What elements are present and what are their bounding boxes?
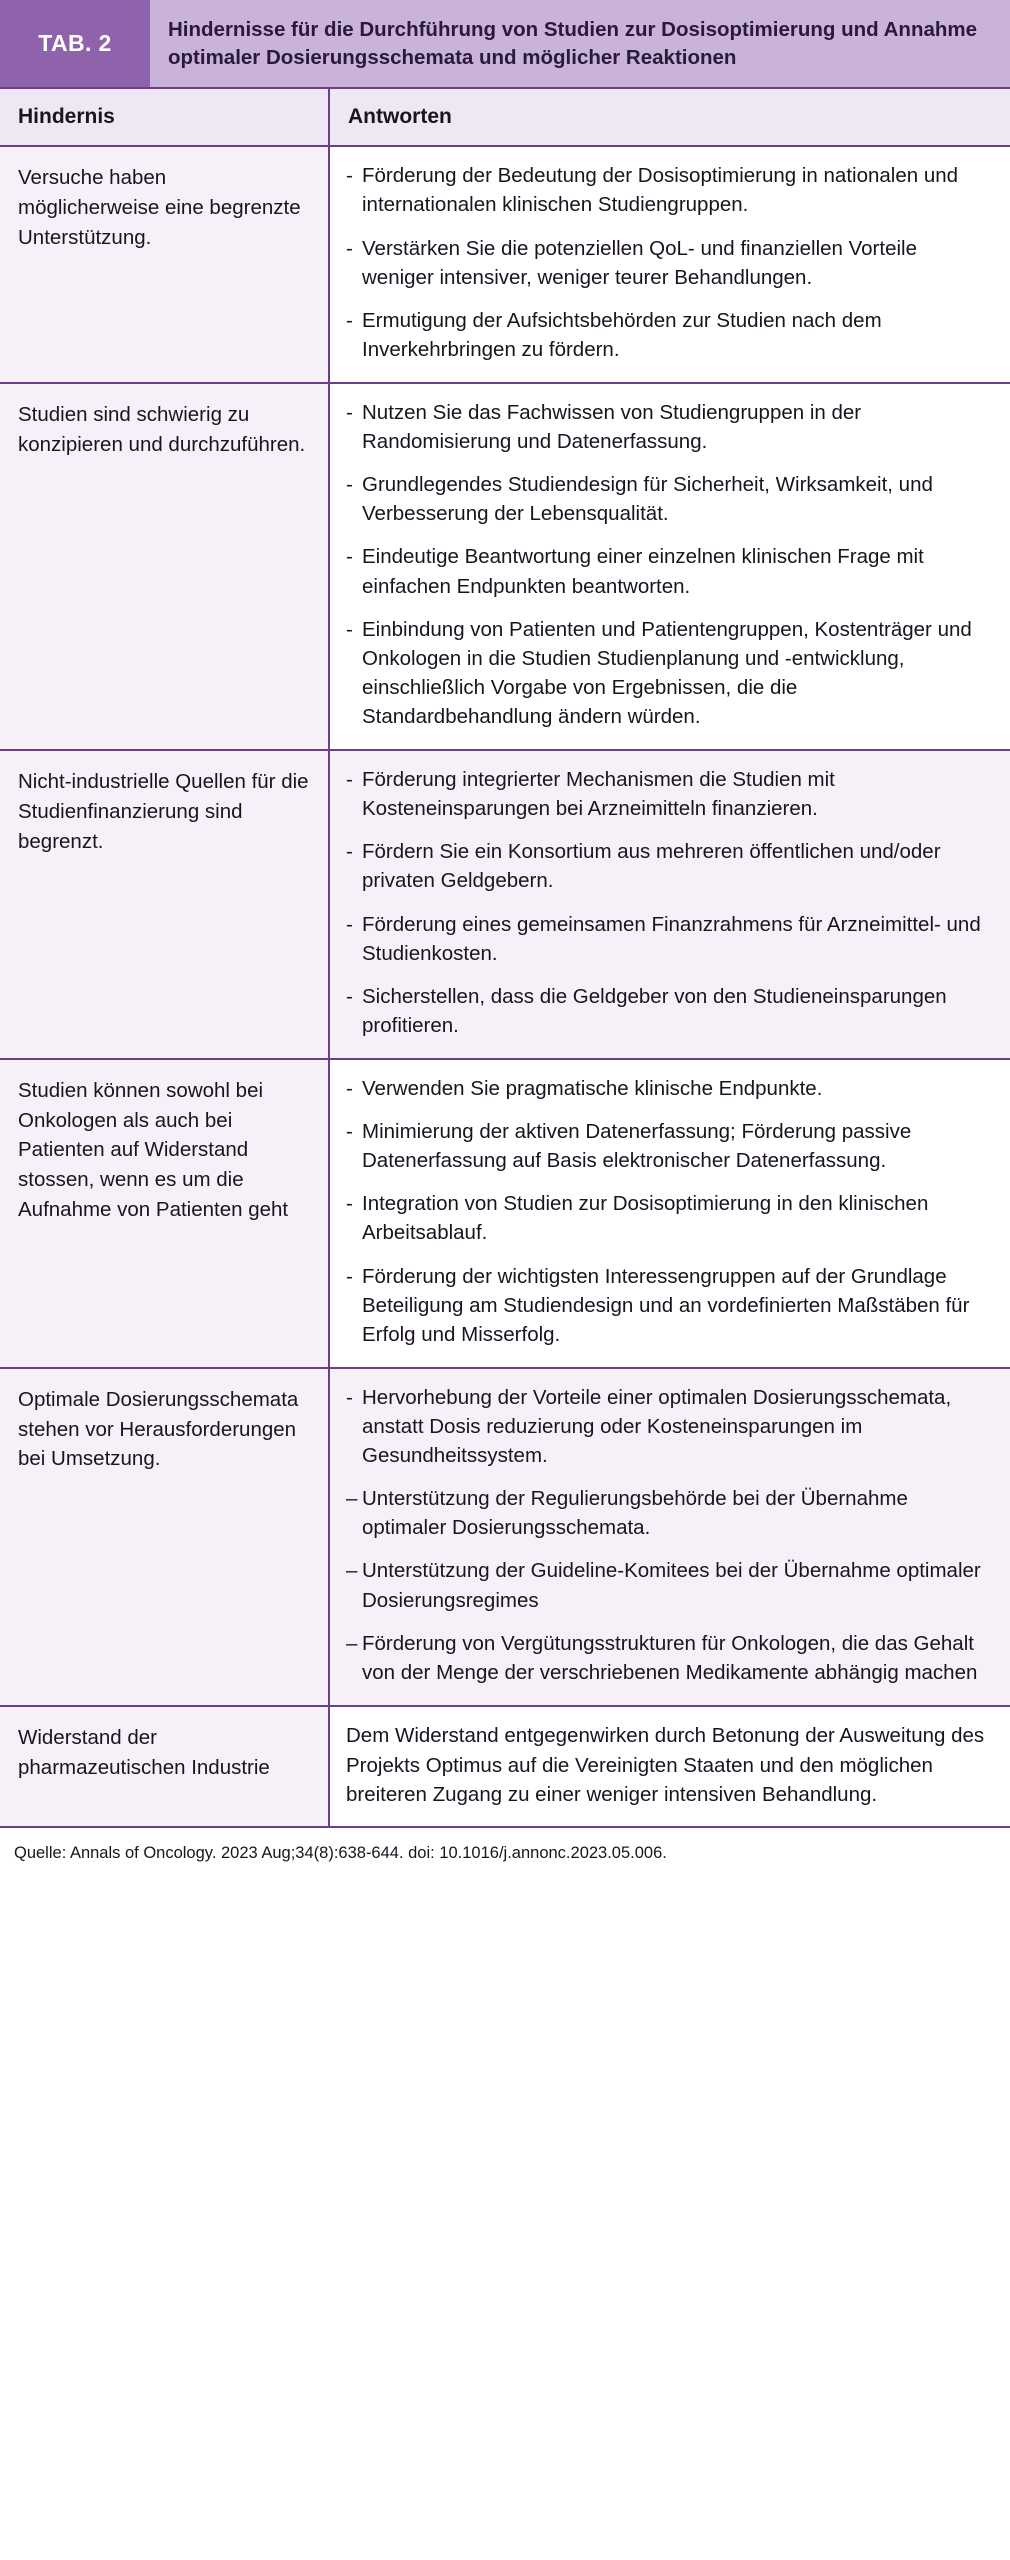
list-item-text: Eindeutige Beantwortung einer einzelnen klinischen Frage mit einfachen Endpunkten beantworten.	[362, 545, 924, 598]
list-item-text: Integration von Studien zur Dosisoptimierung in den klinischen Arbeitsablauf.	[362, 1192, 929, 1245]
column-header-obstacle: Hindernis	[0, 89, 330, 145]
list-item-text: Verwenden Sie pragmatische klinische Endpunkte.	[362, 1076, 823, 1100]
bullet-marker: -	[346, 1192, 353, 1216]
table-row	[0, 1369, 1010, 1707]
list-item	[346, 1556, 992, 1614]
obstacle-cell: Studien sind schwierig zu konzipieren und durchzuführen.	[0, 384, 330, 749]
list-item	[346, 398, 992, 456]
answers-list	[346, 398, 992, 731]
list-item-text: Sicherstellen, dass die Geldgeber von den Studieneinsparungen profitieren.	[362, 984, 947, 1037]
list-item-text: Förderung von Vergütungsstrukturen für Onkologen, die das Gehalt von der Menge der verschriebenen Medikamente abhängig machen	[362, 1631, 978, 1684]
answers-list	[346, 1074, 992, 1349]
list-item	[346, 1074, 992, 1103]
list-item	[346, 1484, 992, 1542]
bullet-marker: -	[346, 545, 353, 569]
obstacle-cell: Studien können sowohl bei Onkologen als auch bei Patienten auf Widerstand stossen, wenn es um die Aufnahme von Patienten geht	[0, 1060, 330, 1367]
list-item-text: Ermutigung der Aufsichtsbehörden zur Studien nach dem Inverkehrbringen zu fördern.	[362, 308, 882, 361]
column-headers-row	[0, 89, 1010, 147]
list-item-text: Förderung eines gemeinsamen Finanzrahmens für Arzneimittel- und Studienkosten.	[362, 912, 981, 965]
bullet-marker: -	[346, 768, 353, 792]
bullet-marker: -	[346, 1120, 353, 1144]
answers-cell	[330, 1707, 1010, 1826]
list-item-text: Verstärken Sie die potenziellen QoL- und finanziellen Vorteile weniger intensiver, weniger teurer Behandlungen.	[362, 236, 917, 289]
list-item	[346, 982, 992, 1040]
table-header-band	[0, 0, 1010, 89]
obstacle-cell: Nicht-industrielle Quellen für die Studienfinanzierung sind begrenzt.	[0, 751, 330, 1058]
list-item	[346, 470, 992, 528]
list-item	[346, 161, 992, 219]
column-header-answers: Antworten	[348, 105, 452, 129]
bullet-marker: -	[346, 308, 353, 332]
bullet-marker: -	[346, 236, 353, 260]
list-item-text: Grundlegendes Studiendesign für Sicherheit, Wirksamkeit, und Verbesserung der Lebensqualität.	[362, 473, 933, 526]
answers-list	[346, 1383, 992, 1687]
table-title: Hindernisse für die Durchführung von Studien zur Dosisoptimierung und Annahme optimaler Dosierungsschemata und möglicher Reaktionen	[168, 18, 978, 69]
answers-cell	[330, 1060, 1010, 1367]
bullet-marker: -	[346, 840, 353, 864]
list-item	[346, 1629, 992, 1687]
list-item	[346, 615, 992, 731]
list-item	[346, 837, 992, 895]
list-item-text: Förderung der wichtigsten Interessengruppen auf der Grundlage Beteiligung am Studiendesign und an vordefinierten Maßstäben für Erfolg und Misserfolg.	[362, 1264, 970, 1346]
table-row	[0, 1060, 1010, 1369]
list-item	[346, 1117, 992, 1175]
bullet-marker: -	[346, 401, 353, 424]
answer-paragraph: Dem Widerstand entgegenwirken durch Betonung der Ausweitung des Projekts Optimus auf die Vereinigten Staaten und den möglichen breiteren Zugang zu einer weniger intensiven Behandlung.	[346, 1723, 985, 1807]
list-item	[346, 1262, 992, 1349]
answers-cell	[330, 751, 1010, 1058]
answers-cell	[330, 147, 1010, 382]
table-row	[0, 147, 1010, 384]
bullet-marker: -	[346, 1385, 353, 1409]
source-note: Quelle: Annals of Oncology. 2023 Aug;34(8):638-644. doi: 10.1016/j.annonc.2023.05.006.	[0, 1828, 1010, 1881]
obstacle-cell: Widerstand der pharmazeutischen Industrie	[0, 1707, 330, 1826]
bullet-marker: -	[346, 1264, 353, 1288]
answers-list	[346, 161, 992, 364]
table-row	[0, 384, 1010, 751]
bullet-marker: -	[346, 1076, 353, 1100]
list-item	[346, 1189, 992, 1247]
list-item-text: Einbindung von Patienten und Patientengruppen, Kostenträger und Onkologen in die Studien Studienplanung und -entwicklung, einschließlich Vorgabe von Ergebnissen, die die Standardbehandlung ändern würden.	[362, 617, 972, 728]
obstacle-cell: Optimale Dosierungsschemata stehen vor Herausforderungen bei Umsetzung.	[0, 1369, 330, 1705]
table-row	[0, 1707, 1010, 1828]
obstacle-cell: Versuche haben möglicherweise eine begrenzte Unterstützung.	[0, 147, 330, 382]
answers-list	[346, 765, 992, 1040]
list-item	[346, 542, 992, 600]
answers-cell	[330, 1369, 1010, 1705]
list-item-text: Fördern Sie ein Konsortium aus mehreren öffentlichen und/oder privaten Geldgebern.	[362, 840, 941, 893]
bullet-marker: –	[346, 1487, 358, 1511]
list-item-text: Hervorhebung der Vorteile einer optimalen Dosierungsschemata, anstatt Dosis reduzierung oder Kosteneinsparungen im Gesundheitssystem.	[362, 1385, 952, 1468]
list-item	[346, 1383, 992, 1470]
bullet-marker: -	[346, 617, 353, 641]
bullet-marker: –	[346, 1559, 358, 1583]
table-number-badge: TAB. 2	[0, 0, 150, 87]
list-item-text: Förderung integrierter Mechanismen die Studien mit Kosteneinsparungen bei Arzneimitteln finanzieren.	[362, 768, 835, 821]
bullet-marker: –	[346, 1631, 358, 1655]
bullet-marker: -	[346, 473, 353, 497]
list-item-text: Unterstützung der Regulierungsbehörde bei der Übernahme optimaler Dosierungsschemata.	[362, 1487, 908, 1540]
answers-cell	[330, 384, 1010, 749]
bullet-marker: -	[346, 984, 353, 1008]
list-item-text: Förderung der Bedeutung der Dosisoptimierung in nationalen und internationalen klinischen Studiengruppen.	[362, 164, 959, 217]
list-item-text: Nutzen Sie das Fachwissen von Studiengruppen in der Randomisierung und Datenerfassung.	[362, 401, 862, 454]
list-item	[346, 234, 992, 292]
list-item-text: Minimierung der aktiven Datenerfassung; Förderung passive Datenerfassung auf Basis elektronischer Datenerfassung.	[362, 1120, 912, 1173]
bullet-marker: -	[346, 912, 353, 936]
list-item	[346, 910, 992, 968]
list-item	[346, 306, 992, 364]
bullet-marker: -	[346, 164, 353, 188]
table-row	[0, 751, 1010, 1060]
list-item	[346, 765, 992, 823]
list-item-text: Unterstützung der Guideline-Komitees bei der Übernahme optimaler Dosierungsregimes	[362, 1559, 981, 1612]
